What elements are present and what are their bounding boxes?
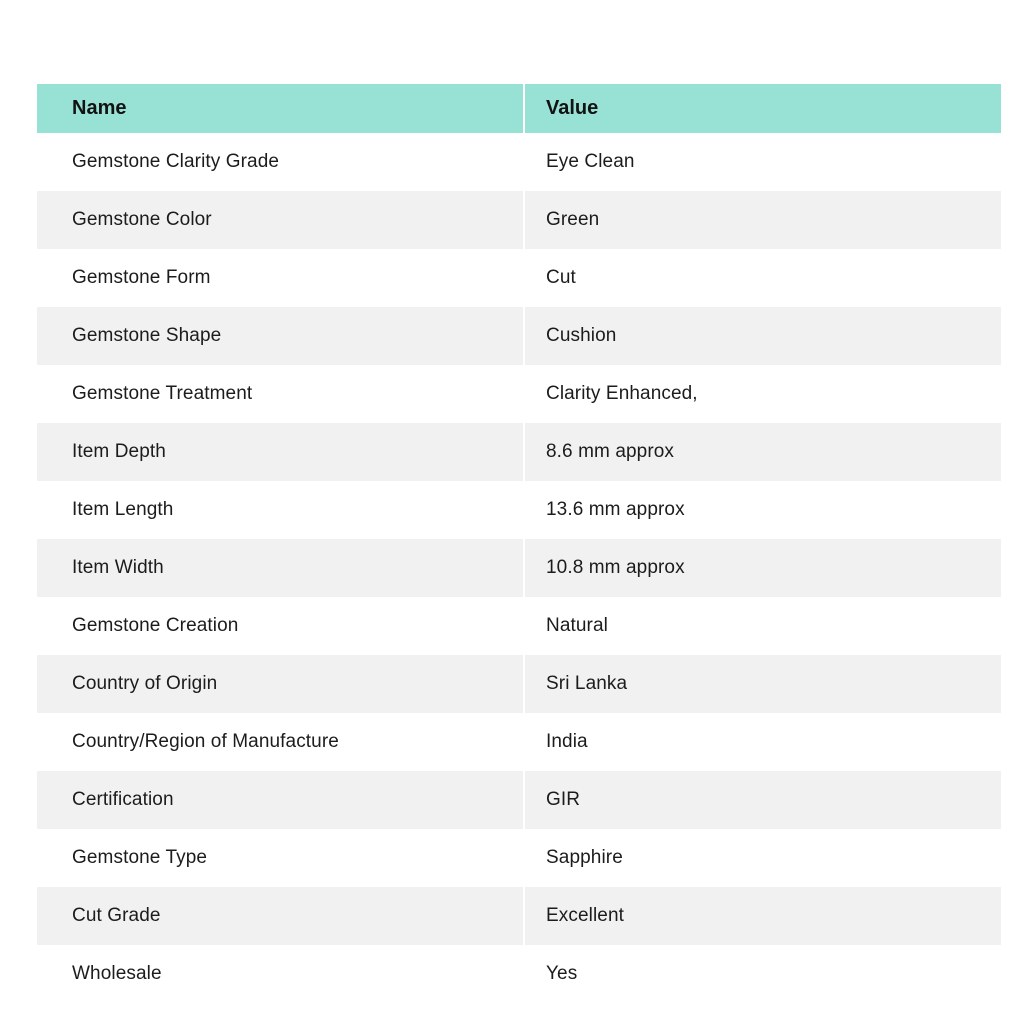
table-row [37,945,1001,1003]
name-cell: Gemstone Clarity Grade [37,133,524,191]
table-row [37,713,1001,771]
value-cell: Natural [524,597,1001,655]
name-cell: Country/Region of Manufacture [37,713,524,771]
name-cell: Gemstone Type [37,829,524,887]
value-cell: Sapphire [524,829,1001,887]
name-cell: Gemstone Creation [37,597,524,655]
table-row [37,249,1001,307]
table-row [37,423,1001,481]
value-cell: 10.8 mm approx [524,539,1001,597]
value-cell: Clarity Enhanced, [524,365,1001,423]
item-specifics-table [37,84,1001,1003]
value-cell: India [524,713,1001,771]
name-cell: Country of Origin [37,655,524,713]
value-cell: Cushion [524,307,1001,365]
name-cell: Gemstone Form [37,249,524,307]
name-cell: Item Depth [37,423,524,481]
table-row [37,771,1001,829]
header-value: Value [524,84,1001,133]
value-cell: Excellent [524,887,1001,945]
table-row [37,829,1001,887]
value-cell: Eye Clean [524,133,1001,191]
value-cell: Yes [524,945,1001,1003]
table-row [37,481,1001,539]
value-cell: GIR [524,771,1001,829]
table-row [37,887,1001,945]
name-cell: Item Length [37,481,524,539]
name-cell: Wholesale [37,945,524,1003]
value-cell: 8.6 mm approx [524,423,1001,481]
header-row [37,84,1001,133]
table-row [37,539,1001,597]
table-row [37,365,1001,423]
table-row [37,655,1001,713]
value-cell: 13.6 mm approx [524,481,1001,539]
name-cell: Gemstone Color [37,191,524,249]
table-row [37,133,1001,191]
name-cell: Cut Grade [37,887,524,945]
value-cell: Cut [524,249,1001,307]
table-row [37,191,1001,249]
header-name: Name [37,84,524,133]
name-cell: Item Width [37,539,524,597]
value-cell: Sri Lanka [524,655,1001,713]
name-cell: Gemstone Shape [37,307,524,365]
name-cell: Certification [37,771,524,829]
table-row [37,307,1001,365]
value-cell: Green [524,191,1001,249]
name-cell: Gemstone Treatment [37,365,524,423]
table-row [37,597,1001,655]
